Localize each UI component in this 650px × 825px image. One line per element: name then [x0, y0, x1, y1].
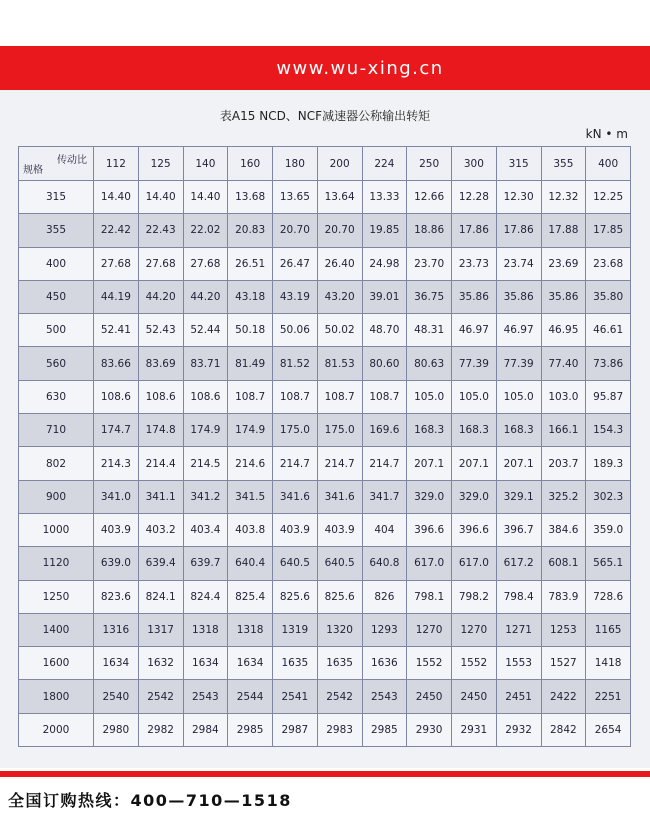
torque-value-cell: 46.95	[541, 314, 586, 347]
torque-value-cell: 35.80	[586, 280, 631, 313]
torque-value-cell: 23.70	[407, 247, 452, 280]
torque-value-cell: 1552	[407, 647, 452, 680]
ratio-header-cell: 200	[317, 147, 362, 181]
torque-value-cell: 48.31	[407, 314, 452, 347]
footer-rule	[0, 771, 650, 777]
torque-value-cell: 2980	[94, 713, 139, 746]
torque-value-cell: 27.68	[138, 247, 183, 280]
torque-value-cell: 396.6	[407, 513, 452, 546]
torque-value-cell: 20.70	[273, 214, 318, 247]
torque-value-cell: 108.6	[94, 380, 139, 413]
table-row	[19, 513, 631, 546]
torque-value-cell: 168.3	[496, 414, 541, 447]
torque-value-cell: 1270	[452, 613, 497, 646]
torque-value-cell: 81.53	[317, 347, 362, 380]
ratio-header-cell: 315	[496, 147, 541, 181]
torque-value-cell: 617.0	[452, 547, 497, 580]
torque-value-cell: 1632	[138, 647, 183, 680]
size-cell: 802	[19, 447, 94, 480]
torque-value-cell: 341.2	[183, 480, 228, 513]
ratio-header-cell: 250	[407, 147, 452, 181]
torque-value-cell: 108.6	[138, 380, 183, 413]
torque-value-cell: 169.6	[362, 414, 407, 447]
table-row	[19, 580, 631, 613]
torque-value-cell: 73.86	[586, 347, 631, 380]
torque-value-cell: 174.9	[183, 414, 228, 447]
size-header-label: 规格	[23, 165, 43, 176]
torque-value-cell: 214.7	[317, 447, 362, 480]
torque-value-cell: 13.33	[362, 181, 407, 214]
torque-value-cell: 80.60	[362, 347, 407, 380]
torque-value-cell: 1553	[496, 647, 541, 680]
torque-value-cell: 108.7	[317, 380, 362, 413]
torque-value-cell: 43.20	[317, 280, 362, 313]
torque-value-cell: 1319	[273, 613, 318, 646]
torque-value-cell: 403.2	[138, 513, 183, 546]
torque-value-cell: 359.0	[586, 513, 631, 546]
torque-value-cell: 175.0	[273, 414, 318, 447]
torque-value-cell: 189.3	[586, 447, 631, 480]
torque-value-cell: 214.7	[273, 447, 318, 480]
torque-value-cell: 1320	[317, 613, 362, 646]
torque-value-cell: 77.39	[496, 347, 541, 380]
torque-value-cell: 26.40	[317, 247, 362, 280]
torque-value-cell: 639.0	[94, 547, 139, 580]
torque-value-cell: 2842	[541, 713, 586, 746]
torque-value-cell: 341.6	[273, 480, 318, 513]
torque-value-cell: 46.97	[452, 314, 497, 347]
torque-value-cell: 83.71	[183, 347, 228, 380]
torque-value-cell: 825.6	[317, 580, 362, 613]
ratio-header-cell: 140	[183, 147, 228, 181]
torque-value-cell: 50.18	[228, 314, 273, 347]
torque-value-cell: 22.02	[183, 214, 228, 247]
torque-value-cell: 329.0	[407, 480, 452, 513]
torque-value-cell: 203.7	[541, 447, 586, 480]
torque-value-cell: 80.63	[407, 347, 452, 380]
table-row	[19, 480, 631, 513]
table-row	[19, 347, 631, 380]
torque-value-cell: 20.70	[317, 214, 362, 247]
torque-value-cell: 396.7	[496, 513, 541, 546]
torque-value-cell: 105.0	[452, 380, 497, 413]
torque-value-cell: 81.52	[273, 347, 318, 380]
torque-value-cell: 44.20	[183, 280, 228, 313]
ratio-header-cell: 300	[452, 147, 497, 181]
torque-value-cell: 207.1	[452, 447, 497, 480]
torque-value-cell: 384.6	[541, 513, 586, 546]
torque-value-cell: 13.68	[228, 181, 273, 214]
torque-value-cell: 2985	[362, 713, 407, 746]
torque-value-cell: 640.5	[317, 547, 362, 580]
torque-value-cell: 17.86	[452, 214, 497, 247]
torque-value-cell: 617.0	[407, 547, 452, 580]
torque-value-cell: 174.8	[138, 414, 183, 447]
torque-value-cell: 2654	[586, 713, 631, 746]
header-banner	[0, 46, 650, 90]
torque-value-cell: 46.97	[496, 314, 541, 347]
table-row	[19, 547, 631, 580]
torque-value-cell: 24.98	[362, 247, 407, 280]
torque-value-cell: 23.74	[496, 247, 541, 280]
torque-value-cell: 798.1	[407, 580, 452, 613]
torque-value-cell: 27.68	[94, 247, 139, 280]
torque-value-cell: 50.06	[273, 314, 318, 347]
torque-value-cell: 1634	[228, 647, 273, 680]
torque-value-cell: 214.5	[183, 447, 228, 480]
torque-value-cell: 1418	[586, 647, 631, 680]
torque-value-cell: 824.1	[138, 580, 183, 613]
torque-value-cell: 617.2	[496, 547, 541, 580]
torque-value-cell: 168.3	[407, 414, 452, 447]
torque-value-cell: 43.18	[228, 280, 273, 313]
torque-value-cell: 826	[362, 580, 407, 613]
torque-value-cell: 18.86	[407, 214, 452, 247]
size-cell: 560	[19, 347, 94, 380]
torque-value-cell: 825.6	[273, 580, 318, 613]
torque-value-cell: 1270	[407, 613, 452, 646]
torque-value-cell: 403.9	[273, 513, 318, 546]
table-row	[19, 314, 631, 347]
torque-value-cell: 105.0	[407, 380, 452, 413]
torque-value-cell: 2930	[407, 713, 452, 746]
torque-value-cell: 2543	[183, 680, 228, 713]
table-row	[19, 214, 631, 247]
size-cell: 355	[19, 214, 94, 247]
torque-value-cell: 639.7	[183, 547, 228, 580]
torque-value-cell: 35.86	[452, 280, 497, 313]
ratio-header-label: 传动比	[57, 155, 87, 166]
torque-value-cell: 39.01	[362, 280, 407, 313]
torque-value-cell: 1317	[138, 613, 183, 646]
torque-value-cell: 108.7	[273, 380, 318, 413]
website-url[interactable]: www.wu-xing.cn	[276, 57, 444, 79]
torque-value-cell: 103.0	[541, 380, 586, 413]
ratio-header-cell: 112	[94, 147, 139, 181]
torque-value-cell: 2450	[407, 680, 452, 713]
torque-value-cell: 640.5	[273, 547, 318, 580]
torque-value-cell: 17.86	[496, 214, 541, 247]
torque-value-cell: 2422	[541, 680, 586, 713]
torque-value-cell: 1271	[496, 613, 541, 646]
torque-value-cell: 46.61	[586, 314, 631, 347]
torque-value-cell: 17.88	[541, 214, 586, 247]
size-cell: 1400	[19, 613, 94, 646]
torque-value-cell: 43.19	[273, 280, 318, 313]
torque-value-cell: 174.7	[94, 414, 139, 447]
torque-value-cell: 154.3	[586, 414, 631, 447]
table-body	[19, 181, 631, 747]
torque-value-cell: 1552	[452, 647, 497, 680]
torque-value-cell: 81.49	[228, 347, 273, 380]
size-cell: 630	[19, 380, 94, 413]
torque-value-cell: 1318	[183, 613, 228, 646]
torque-value-cell: 48.70	[362, 314, 407, 347]
size-cell: 710	[19, 414, 94, 447]
size-cell: 500	[19, 314, 94, 347]
torque-value-cell: 2932	[496, 713, 541, 746]
torque-value-cell: 83.66	[94, 347, 139, 380]
torque-value-cell: 52.41	[94, 314, 139, 347]
size-cell: 1600	[19, 647, 94, 680]
torque-value-cell: 2987	[273, 713, 318, 746]
torque-value-cell: 14.40	[138, 181, 183, 214]
torque-value-cell: 2543	[362, 680, 407, 713]
torque-value-cell: 2451	[496, 680, 541, 713]
torque-value-cell: 1634	[183, 647, 228, 680]
size-cell: 450	[19, 280, 94, 313]
ratio-header-cell: 355	[541, 147, 586, 181]
torque-value-cell: 20.83	[228, 214, 273, 247]
torque-value-cell: 403.9	[94, 513, 139, 546]
unit-label: kN • m	[585, 127, 628, 141]
torque-value-cell: 302.3	[586, 480, 631, 513]
ratio-header-cell: 400	[586, 147, 631, 181]
torque-value-cell: 798.2	[452, 580, 497, 613]
torque-value-cell: 77.40	[541, 347, 586, 380]
torque-value-cell: 22.43	[138, 214, 183, 247]
torque-value-cell: 175.0	[317, 414, 362, 447]
torque-value-cell: 214.7	[362, 447, 407, 480]
table-row	[19, 447, 631, 480]
torque-value-cell: 52.43	[138, 314, 183, 347]
torque-value-cell: 1635	[317, 647, 362, 680]
torque-value-cell: 12.28	[452, 181, 497, 214]
torque-value-cell: 23.69	[541, 247, 586, 280]
table-row	[19, 680, 631, 713]
torque-value-cell: 341.5	[228, 480, 273, 513]
torque-value-cell: 44.19	[94, 280, 139, 313]
torque-value-cell: 1318	[228, 613, 273, 646]
torque-value-cell: 2931	[452, 713, 497, 746]
torque-value-cell: 12.66	[407, 181, 452, 214]
torque-value-cell: 12.30	[496, 181, 541, 214]
torque-value-cell: 1253	[541, 613, 586, 646]
torque-value-cell: 565.1	[586, 547, 631, 580]
torque-value-cell: 44.20	[138, 280, 183, 313]
torque-value-cell: 2544	[228, 680, 273, 713]
torque-value-cell: 108.7	[362, 380, 407, 413]
torque-value-cell: 35.86	[496, 280, 541, 313]
torque-value-cell: 27.68	[183, 247, 228, 280]
torque-value-cell: 14.40	[183, 181, 228, 214]
torque-value-cell: 341.7	[362, 480, 407, 513]
torque-value-cell: 728.6	[586, 580, 631, 613]
torque-value-cell: 105.0	[496, 380, 541, 413]
torque-value-cell: 77.39	[452, 347, 497, 380]
torque-value-cell: 823.6	[94, 580, 139, 613]
torque-value-cell: 36.75	[407, 280, 452, 313]
corner-header-cell	[19, 147, 94, 181]
torque-value-cell: 824.4	[183, 580, 228, 613]
size-cell: 1120	[19, 547, 94, 580]
table-row	[19, 613, 631, 646]
torque-value-cell: 2985	[228, 713, 273, 746]
torque-value-cell: 2450	[452, 680, 497, 713]
ratio-header-cell: 160	[228, 147, 273, 181]
table-row	[19, 181, 631, 214]
torque-value-cell: 52.44	[183, 314, 228, 347]
size-cell: 2000	[19, 713, 94, 746]
torque-value-cell: 2542	[138, 680, 183, 713]
torque-value-cell: 403.8	[228, 513, 273, 546]
torque-value-cell: 1316	[94, 613, 139, 646]
torque-value-cell: 2540	[94, 680, 139, 713]
torque-value-cell: 2983	[317, 713, 362, 746]
table-row	[19, 647, 631, 680]
torque-value-cell: 1634	[94, 647, 139, 680]
torque-value-cell: 214.4	[138, 447, 183, 480]
torque-value-cell: 174.9	[228, 414, 273, 447]
torque-value-cell: 2982	[138, 713, 183, 746]
torque-value-cell: 1636	[362, 647, 407, 680]
order-hotline: 全国订购热线：400—710—1518	[8, 791, 292, 810]
ratio-header-cell: 180	[273, 147, 318, 181]
size-cell: 1800	[19, 680, 94, 713]
table-row	[19, 280, 631, 313]
torque-value-cell: 214.6	[228, 447, 273, 480]
torque-value-cell: 783.9	[541, 580, 586, 613]
torque-value-cell: 22.42	[94, 214, 139, 247]
table-header-row	[19, 147, 631, 181]
torque-value-cell: 1293	[362, 613, 407, 646]
torque-value-cell: 50.02	[317, 314, 362, 347]
table-row	[19, 380, 631, 413]
torque-value-cell: 13.65	[273, 181, 318, 214]
torque-value-cell: 26.51	[228, 247, 273, 280]
torque-value-cell: 13.64	[317, 181, 362, 214]
torque-value-cell: 329.1	[496, 480, 541, 513]
torque-value-cell: 23.68	[586, 247, 631, 280]
torque-value-cell: 108.6	[183, 380, 228, 413]
torque-value-cell: 639.4	[138, 547, 183, 580]
torque-value-cell: 12.25	[586, 181, 631, 214]
torque-value-cell: 608.1	[541, 547, 586, 580]
torque-value-cell: 640.8	[362, 547, 407, 580]
torque-value-cell: 325.2	[541, 480, 586, 513]
torque-value-cell: 12.32	[541, 181, 586, 214]
ratio-header-cell: 125	[138, 147, 183, 181]
torque-value-cell: 640.4	[228, 547, 273, 580]
size-cell: 1000	[19, 513, 94, 546]
torque-value-cell: 2984	[183, 713, 228, 746]
table-row	[19, 247, 631, 280]
torque-value-cell: 341.1	[138, 480, 183, 513]
table-row	[19, 414, 631, 447]
torque-value-cell: 168.3	[452, 414, 497, 447]
torque-value-cell: 17.85	[586, 214, 631, 247]
torque-value-cell: 1165	[586, 613, 631, 646]
torque-table	[18, 146, 631, 747]
torque-value-cell: 1635	[273, 647, 318, 680]
torque-value-cell: 83.69	[138, 347, 183, 380]
torque-value-cell: 214.3	[94, 447, 139, 480]
table-title: 表A15 NCD、NCF减速器公称输出转矩	[219, 109, 431, 123]
torque-value-cell: 404	[362, 513, 407, 546]
table-row	[19, 713, 631, 746]
torque-value-cell: 166.1	[541, 414, 586, 447]
torque-value-cell: 341.0	[94, 480, 139, 513]
size-cell: 900	[19, 480, 94, 513]
torque-value-cell: 825.4	[228, 580, 273, 613]
torque-value-cell: 14.40	[94, 181, 139, 214]
torque-value-cell: 341.6	[317, 480, 362, 513]
torque-value-cell: 1527	[541, 647, 586, 680]
torque-value-cell: 2541	[273, 680, 318, 713]
torque-value-cell: 2542	[317, 680, 362, 713]
torque-value-cell: 207.1	[407, 447, 452, 480]
torque-value-cell: 95.87	[586, 380, 631, 413]
torque-value-cell: 2251	[586, 680, 631, 713]
size-cell: 1250	[19, 580, 94, 613]
torque-value-cell: 207.1	[496, 447, 541, 480]
torque-value-cell: 23.73	[452, 247, 497, 280]
torque-value-cell: 403.9	[317, 513, 362, 546]
torque-value-cell: 396.6	[452, 513, 497, 546]
torque-value-cell: 798.4	[496, 580, 541, 613]
torque-value-cell: 329.0	[452, 480, 497, 513]
torque-value-cell: 403.4	[183, 513, 228, 546]
torque-value-cell: 19.85	[362, 214, 407, 247]
torque-value-cell: 108.7	[228, 380, 273, 413]
torque-value-cell: 26.47	[273, 247, 318, 280]
ratio-header-cell: 224	[362, 147, 407, 181]
size-cell: 315	[19, 181, 94, 214]
torque-value-cell: 35.86	[541, 280, 586, 313]
size-cell: 400	[19, 247, 94, 280]
